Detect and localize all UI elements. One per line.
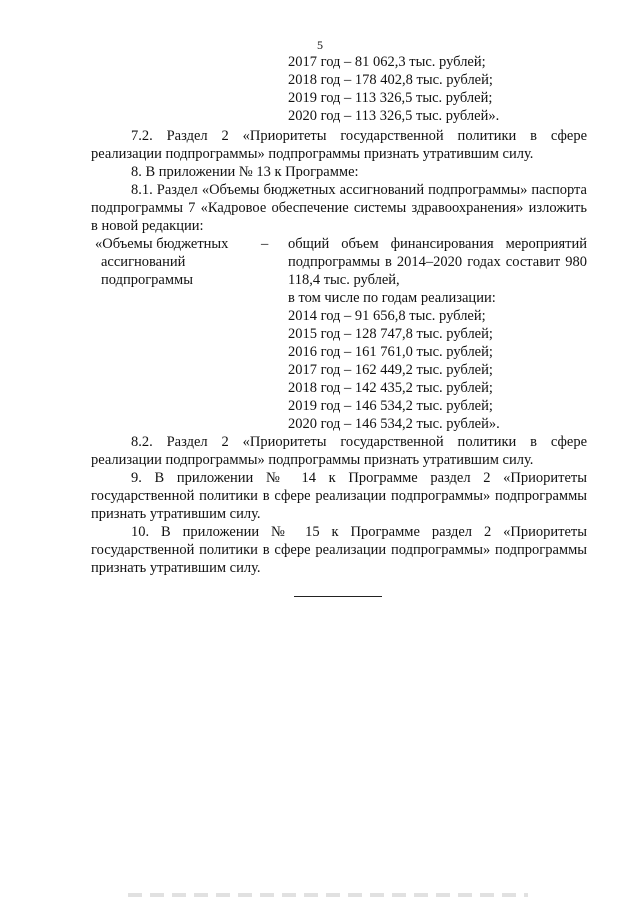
- passport-value: [288, 235, 587, 433]
- passport-label-line: подпрограммы: [101, 272, 193, 288]
- passport-year-line: 2019 год – 146 534,2 тыс. рублей;: [288, 398, 493, 414]
- page-number: 5: [317, 38, 323, 52]
- paragraph-10: 10. В приложении № 15 к Программе раздел 2 «Приоритеты государственной политики в сфере реализации подпрограммы» подпрограммы признать утратившим силу.: [91, 524, 587, 576]
- passport-year-line: 2016 год – 161 761,0 тыс. рублей;: [288, 344, 493, 360]
- year-line: 2018 год – 178 402,8 тыс. рублей;: [288, 72, 493, 88]
- passport-label-line: «Объемы бюджетных: [95, 236, 229, 252]
- end-rule: [294, 596, 382, 597]
- year-line: 2020 год – 113 326,5 тыс. рублей».: [288, 108, 500, 124]
- passport-year-line: 2015 год – 128 747,8 тыс. рублей;: [288, 326, 493, 342]
- paragraph-8-1: 8.1. Раздел «Объемы бюджетных ассигнований подпрограммы» паспорта подпрограммы 7 «Кадровое обеспечение системы здравоохранения» изложить в новой редакции:: [91, 182, 587, 234]
- passport-label-line: ассигнований: [101, 254, 186, 270]
- year-line: 2019 год – 113 326,5 тыс. рублей;: [288, 90, 493, 106]
- footer-scan-noise: [128, 893, 528, 897]
- passport-total: общий объем финансирования мероприятий подпрограммы в 2014–2020 годах составит 980 118,4 тыс. рублей,: [288, 236, 587, 288]
- passport-label: [91, 235, 241, 289]
- passport-year-line: 2018 год – 142 435,2 тыс. рублей;: [288, 380, 493, 396]
- passport-by-years-heading: в том числе по годам реализации:: [288, 290, 496, 306]
- passport-year-line: 2020 год – 146 534,2 тыс. рублей».: [288, 416, 500, 432]
- year-list-continuation: [288, 53, 588, 125]
- year-line: 2017 год – 81 062,3 тыс. рублей;: [288, 54, 486, 70]
- paragraph-8-2: 8.2. Раздел 2 «Приоритеты государственной политики в сфере реализации подпрограммы» подпрограммы признать утратившим силу.: [91, 434, 587, 468]
- paragraph-9: 9. В приложении № 14 к Программе раздел 2 «Приоритеты государственной политики в сфере реализации подпрограммы» подпрограммы признать утратившим силу.: [91, 470, 587, 522]
- passport-year-line: 2014 год – 91 656,8 тыс. рублей;: [288, 308, 486, 324]
- paragraph-8: 8. В приложении № 13 к Программе:: [131, 164, 359, 180]
- paragraph-7-2: 7.2. Раздел 2 «Приоритеты государственной политики в сфере реализации подпрограммы» подпрограммы признать утратившим силу.: [91, 128, 587, 162]
- passport-dash: –: [261, 236, 269, 252]
- passport-year-line: 2017 год – 162 449,2 тыс. рублей;: [288, 362, 493, 378]
